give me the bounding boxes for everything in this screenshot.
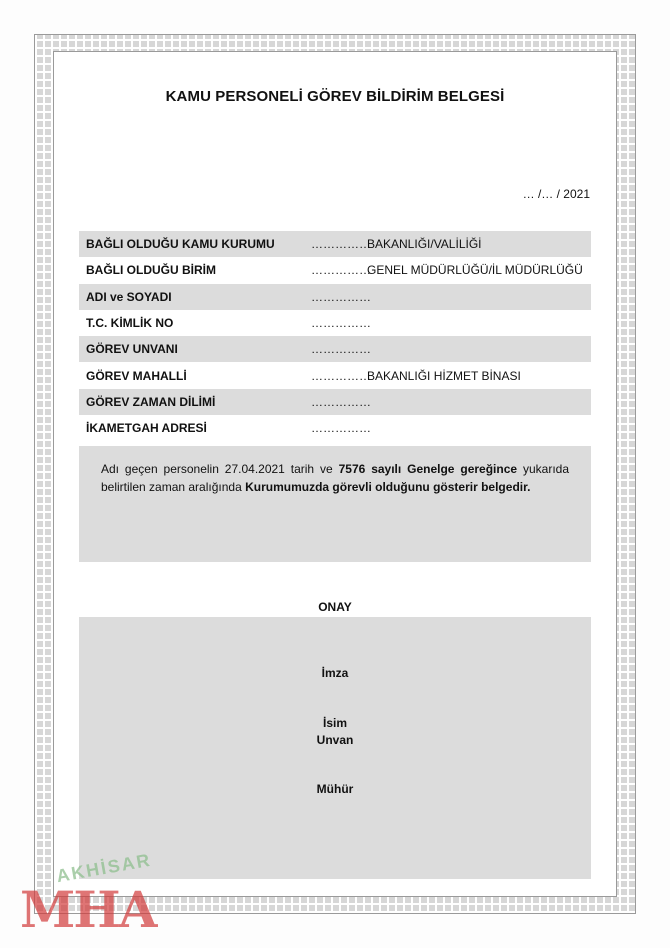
row-label: BAĞLI OLDUĞU KAMU KURUMU [86,237,275,252]
table-row [79,284,591,310]
row-dots: …………… [311,394,371,409]
table-row [79,415,591,441]
row-dots: …………… [311,368,371,383]
unvan-label: Unvan [316,733,354,747]
statement-text: Adı geçen personelin 27.04.2021 tarih ve [101,462,339,476]
row-dots: …………… [311,342,371,357]
info-table [79,231,591,441]
document-date: … /… / 2021 [522,187,590,201]
table-row [79,389,591,415]
document-title: KAMU PERSONELİ GÖREV BİLDİRİM BELGESİ [165,88,505,105]
row-label: GÖREV MAHALLİ [86,368,187,383]
row-dots: …………… [311,237,371,252]
onay-box [79,617,591,879]
watermark-main-text: MHA [20,880,156,939]
muhur-label: Mühür [316,782,354,796]
table-row [79,231,591,257]
row-label: GÖREV UNVANI [86,342,178,357]
table-row [79,336,591,362]
statement-text: yukarıda belirtilen zaman aralığında [101,462,570,494]
statement-box [79,446,591,562]
table-row [79,257,591,283]
row-dots: …………… [311,316,371,331]
statement-bold: 7576 sayılı Genelge gereğince [338,462,518,476]
table-row [79,310,591,336]
watermark-logo [14,849,174,939]
onay-heading: ONAY [318,600,352,614]
row-value: GENEL MÜDÜRLÜĞÜ/İL MÜDÜRLÜĞÜ [367,263,583,278]
row-value: BAKANLIĞI/VALİLİĞİ [367,237,482,252]
row-label: T.C. KİMLİK NO [86,316,174,331]
row-label: GÖREV ZAMAN DİLİMİ [86,394,216,409]
statement-bold: Kurumumuzda görevli olduğunu gösterir belgedir. [245,480,531,494]
row-dots: …………… [311,421,371,436]
row-value: BAKANLIĞI HİZMET BİNASI [367,368,521,383]
row-dots: …………… [311,263,371,278]
row-label: ADI ve SOYADI [86,289,172,304]
row-dots: …………… [311,289,371,304]
imza-label: İmza [321,666,349,680]
row-label: İKAMETGAH ADRESİ [86,421,207,436]
watermark-arc-text: AKHİSAR [54,849,153,887]
row-label: BAĞLI OLDUĞU BİRİM [86,263,216,278]
isim-label: İsim [322,716,347,730]
table-row [79,362,591,388]
